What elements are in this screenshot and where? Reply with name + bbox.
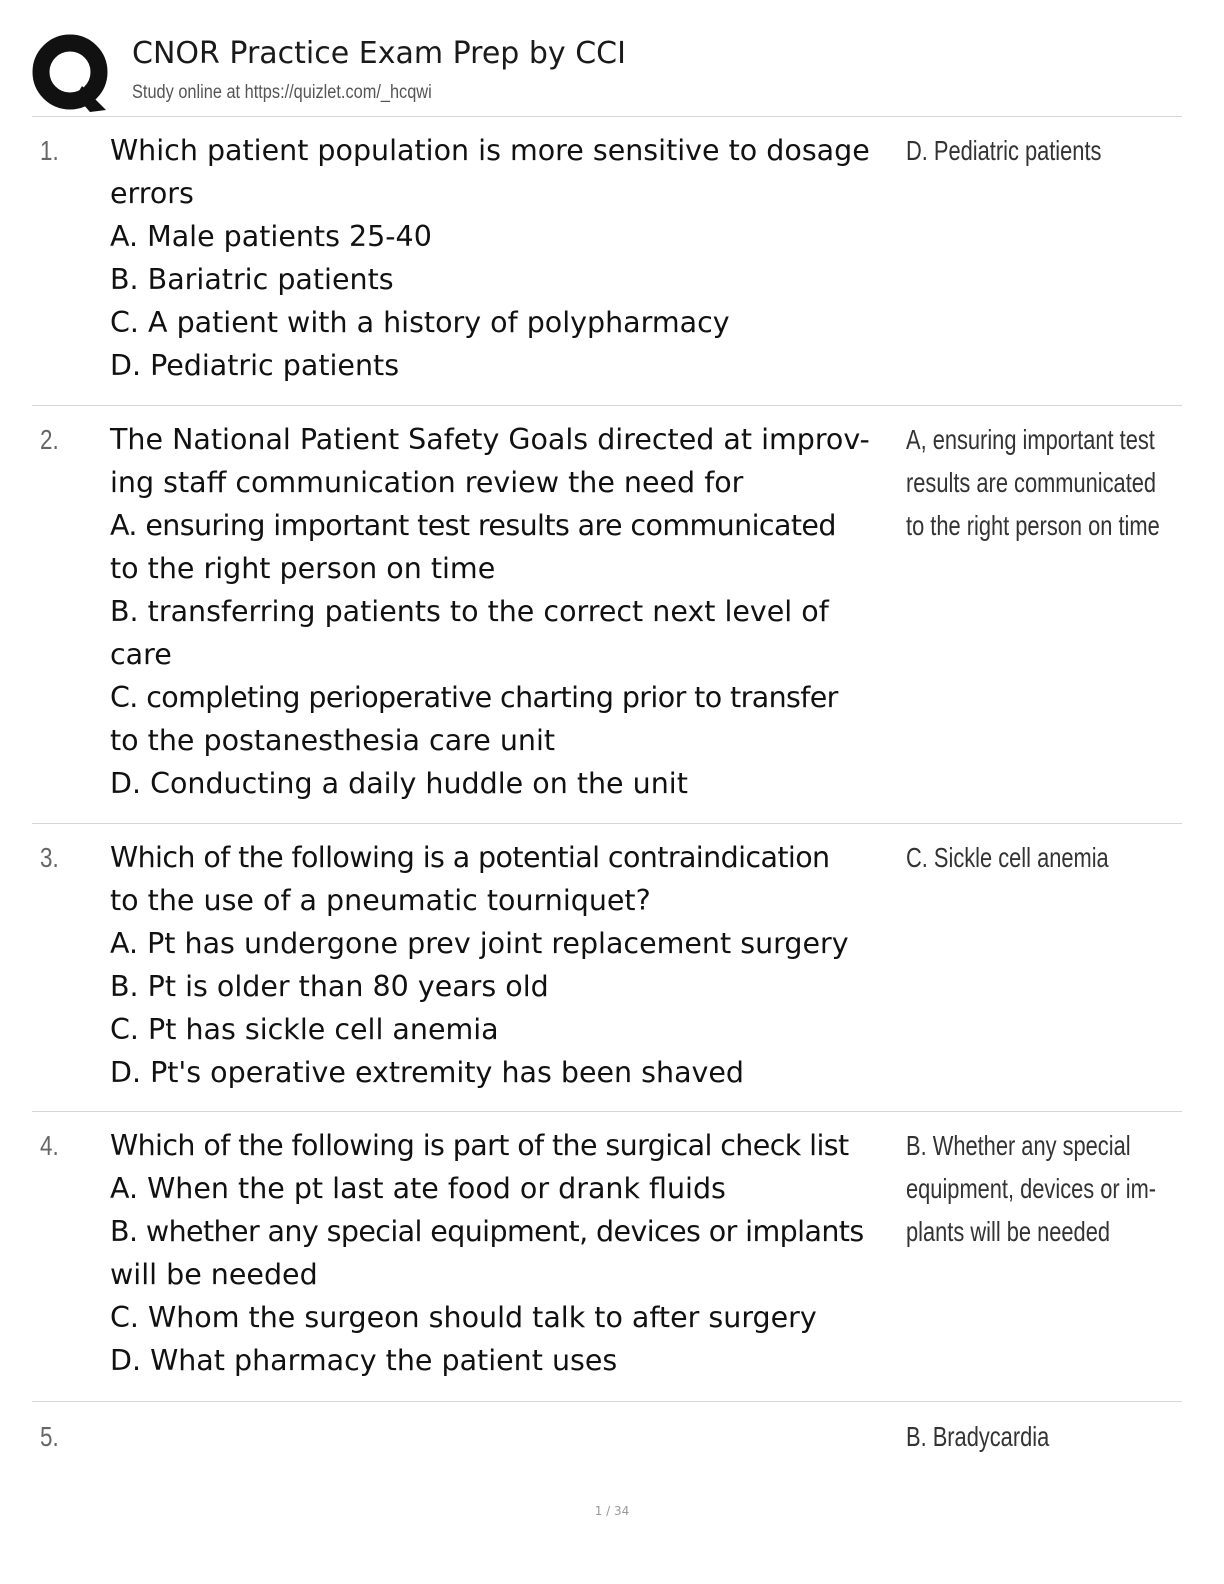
question-line: D. Pediatric patients <box>110 349 400 382</box>
document-subtitle: Study online at https://quizlet.com/_hcqwi <box>132 82 432 103</box>
answer-line: B. Whether any special <box>906 1130 1131 1161</box>
question-line: will be needed <box>110 1258 318 1291</box>
question-text <box>110 836 900 1094</box>
answer-line: A, ensuring important test <box>906 424 1155 455</box>
question-text <box>110 418 900 805</box>
question-line: A. Male patients 25-40 <box>110 220 432 253</box>
question-line: C. completing perioperative charting prior to transfer <box>110 681 838 714</box>
document-header <box>32 30 1182 116</box>
question-line: A. ensuring important test results are communicated <box>110 509 836 542</box>
divider <box>32 405 1182 406</box>
answer-text <box>906 418 1206 547</box>
question-line: D. Pt's operative extremity has been shaved <box>110 1056 745 1089</box>
question-line: The National Patient Safety Goals directed at improv- <box>110 423 870 456</box>
question-number: 2. <box>40 424 59 455</box>
question-line: C. A patient with a history of polypharmacy <box>110 306 730 339</box>
answer-text <box>906 129 1206 172</box>
question-line: errors <box>110 177 194 210</box>
answer-line: B. Bradycardia <box>906 1421 1050 1452</box>
question-text <box>110 129 900 387</box>
divider <box>32 1111 1182 1112</box>
question-line: C. Whom the surgeon should talk to after surgery <box>110 1301 817 1334</box>
question-number: 1. <box>40 135 59 166</box>
answer-line: D. Pediatric patients <box>906 135 1102 166</box>
answer-text <box>906 1415 1206 1458</box>
question-line: Which of the following is part of the surgical check list <box>110 1129 849 1162</box>
answer-line: results are communicated <box>906 467 1157 498</box>
question-line: B. Pt is older than 80 years old <box>110 970 549 1003</box>
quizlet-q-logo-icon <box>32 34 114 114</box>
question-line: to the postanesthesia care unit <box>110 724 556 757</box>
question-line: D. Conducting a daily huddle on the unit <box>110 767 688 800</box>
answer-text <box>906 1124 1206 1253</box>
question-line: Which of the following is a potential contraindication <box>110 841 830 874</box>
answer-line: C. Sickle cell anemia <box>906 842 1109 873</box>
question-line: A. When the pt last ate food or drank fluids <box>110 1172 726 1205</box>
question-number: 3. <box>40 842 59 873</box>
question-line: A. Pt has undergone prev joint replacement surgery <box>110 927 849 960</box>
answer-text <box>906 836 1206 879</box>
question-line: B. Bariatric patients <box>110 263 394 296</box>
question-line: care <box>110 638 172 671</box>
question-line: ing staff communication review the need for <box>110 466 744 499</box>
question-line: to the right person on time <box>110 552 496 585</box>
answer-line: to the right person on time <box>906 510 1160 541</box>
answer-line: equipment, devices or im- <box>906 1173 1157 1204</box>
question-line: C. Pt has sickle cell anemia <box>110 1013 499 1046</box>
question-line: B. whether any special equipment, devices or implants <box>110 1215 864 1248</box>
document-title: CNOR Practice Exam Prep by CCI <box>132 36 626 71</box>
question-line: to the use of a pneumatic tourniquet? <box>110 884 651 917</box>
page-indicator: 1 / 34 <box>594 1504 630 1518</box>
divider <box>32 1401 1182 1402</box>
question-line: D. What pharmacy the patient uses <box>110 1344 618 1377</box>
divider <box>32 823 1182 824</box>
question-number: 4. <box>40 1130 59 1161</box>
divider <box>32 116 1182 117</box>
question-line: B. transferring patients to the correct next level of <box>110 595 829 628</box>
question-line: Which patient population is more sensitive to dosage <box>110 134 870 167</box>
question-number: 5. <box>40 1421 59 1452</box>
answer-line: plants will be needed <box>906 1216 1110 1247</box>
question-text <box>110 1124 900 1382</box>
